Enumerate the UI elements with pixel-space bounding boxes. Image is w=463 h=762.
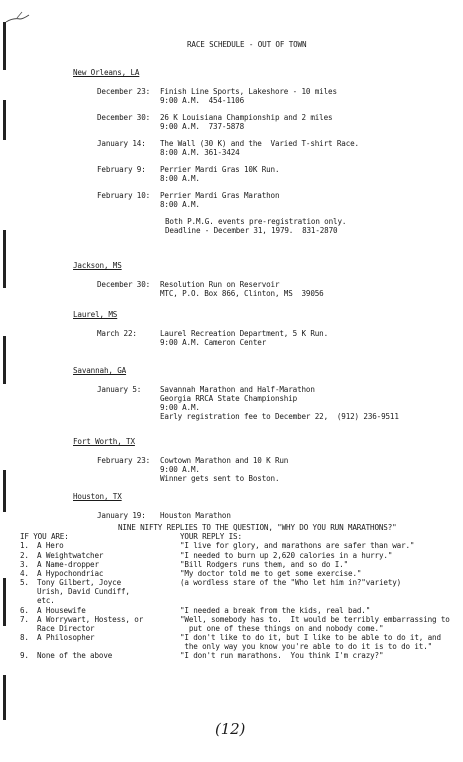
reply-number: 6. (20, 606, 29, 615)
binding-mark (3, 336, 6, 384)
reply-who: etc. (37, 596, 55, 605)
section-city: Houston, TX (73, 492, 122, 501)
reply-text: the only way you know you're able to do it is to do it." (180, 642, 433, 651)
reply-text: "I needed to burn up 2,620 calories in a hurry." (180, 551, 393, 560)
reply-number: 2. (20, 551, 29, 560)
reply-who: Tony Gilbert, Joyce (37, 578, 122, 587)
entry-line: Cowtown Marathon and 10 K Run (160, 456, 289, 465)
reply-who: A Name-dropper (37, 560, 99, 569)
entry-line: Perrier Mardi Gras 10K Run. (160, 165, 280, 174)
binding-mark (3, 470, 6, 512)
section-note: Deadline - December 31, 1979. 831-2870 (165, 226, 338, 235)
replies-col-left: IF YOU ARE: (20, 532, 69, 541)
entry-date: December 23: (97, 87, 151, 96)
reply-text: "Well, somebody has to. It would be terribly embarrassing to (180, 615, 450, 624)
entry-date: December 30: (97, 280, 151, 289)
reply-who: None of the above (37, 651, 113, 660)
reply-number: 8. (20, 633, 29, 642)
entry-line: 9:00 A.M. 454-1106 (160, 96, 245, 105)
entry-date: January 14: (97, 139, 146, 148)
reply-who: A Hero (37, 541, 64, 550)
reply-number: 5. (20, 578, 29, 587)
reply-text: "My doctor told me to get some exercise." (180, 569, 362, 578)
entry-date: December 30: (97, 113, 151, 122)
entry-date: February 10: (97, 191, 151, 200)
entry-line: 9:00 A.M. (160, 403, 200, 412)
binding-mark (3, 22, 6, 70)
entry-line: 26 K Louisiana Championship and 2 miles (160, 113, 333, 122)
entry-line: MTC, P.O. Box 866, Clinton, MS 39056 (160, 289, 324, 298)
section-note: Both P.M.G. events pre-registration only. (165, 217, 347, 226)
reply-text: (a wordless stare of the "Who let him in?"variety) (180, 578, 402, 587)
replies-col-right: YOUR REPLY IS: (180, 532, 242, 541)
entry-line: Perrier Mardi Gras Marathon (160, 191, 280, 200)
reply-number: 7. (20, 615, 29, 624)
reply-number: 3. (20, 560, 29, 569)
entry-line: 8:00 A.M. 361-3424 (160, 148, 240, 157)
binding-mark (3, 578, 6, 626)
entry-date: January 5: (97, 385, 142, 394)
reply-who: Urish, David Cundiff, (37, 587, 130, 596)
entry-line: 9:00 A.M. 737-5878 (160, 122, 245, 131)
reply-who: A Hypochondriac (37, 569, 104, 578)
entry-line: The Wall (30 K) and the Varied T-shirt Race. (160, 139, 359, 148)
reply-who: A Weightwatcher (37, 551, 104, 560)
entry-date: March 22: (97, 329, 137, 338)
entry-line: 9:00 A.M. Cameron Center (160, 338, 267, 347)
entry-line: Resolution Run on Reservoir (160, 280, 280, 289)
reply-who: A Philosopher (37, 633, 95, 642)
entry-line: Georgia RRCA State Championship (160, 394, 298, 403)
section-city: Laurel, MS (73, 310, 118, 319)
reply-text: "I don't run marathons. You think I'm crazy?" (180, 651, 384, 660)
reply-text: "Bill Rodgers runs them, and so do I." (180, 560, 349, 569)
reply-text: "I don't like to do it, but I like to be able to do it, and (180, 633, 441, 642)
entry-line: Early registration fee to December 22, (912) 236-9511 (160, 412, 399, 421)
entry-line: Winner gets sent to Boston. (160, 474, 280, 483)
section-city: Fort Worth, TX (73, 437, 135, 446)
entry-line: Laurel Recreation Department, 5 K Run. (160, 329, 329, 338)
section-city: Savannah, GA (73, 366, 127, 375)
reply-who: A Housewife (37, 606, 86, 615)
reply-number: 1. (20, 541, 29, 550)
reply-text: "I live for glory, and marathons are safer than war." (180, 541, 415, 550)
section-city: New Orleans, LA (73, 68, 140, 77)
entry-line: 8:00 A.M. (160, 174, 200, 183)
entry-date: February 23: (97, 456, 151, 465)
section-city: Jackson, MS (73, 261, 122, 270)
binding-mark (3, 675, 6, 720)
entry-line: Savannah Marathon and Half-Marathon (160, 385, 315, 394)
page-number: (12) (215, 720, 246, 738)
corner-scribble-mark (3, 6, 33, 28)
entry-line: Houston Marathon (160, 511, 231, 520)
replies-title: NINE NIFTY REPLIES TO THE QUESTION, "WHY DO YOU RUN MARATHONS?" (118, 523, 397, 532)
binding-mark (3, 100, 6, 140)
entry-line: Finish Line Sports, Lakeshore - 10 miles (160, 87, 337, 96)
binding-mark (3, 230, 6, 288)
reply-who: Race Director (37, 624, 95, 633)
page-title: RACE SCHEDULE - OUT OF TOWN (187, 40, 307, 49)
reply-text: "I needed a break from the kids, real bad." (180, 606, 371, 615)
entry-date: February 9: (97, 165, 146, 174)
reply-number: 9. (20, 651, 29, 660)
reply-text: put one of these things on and nobody come." (180, 624, 384, 633)
reply-who: A Worrywart, Hostess, or (37, 615, 144, 624)
entry-line: 8:00 A.M. (160, 200, 200, 209)
reply-number: 4. (20, 569, 29, 578)
entry-line: 9:00 A.M. (160, 465, 200, 474)
entry-date: January 19: (97, 511, 146, 520)
